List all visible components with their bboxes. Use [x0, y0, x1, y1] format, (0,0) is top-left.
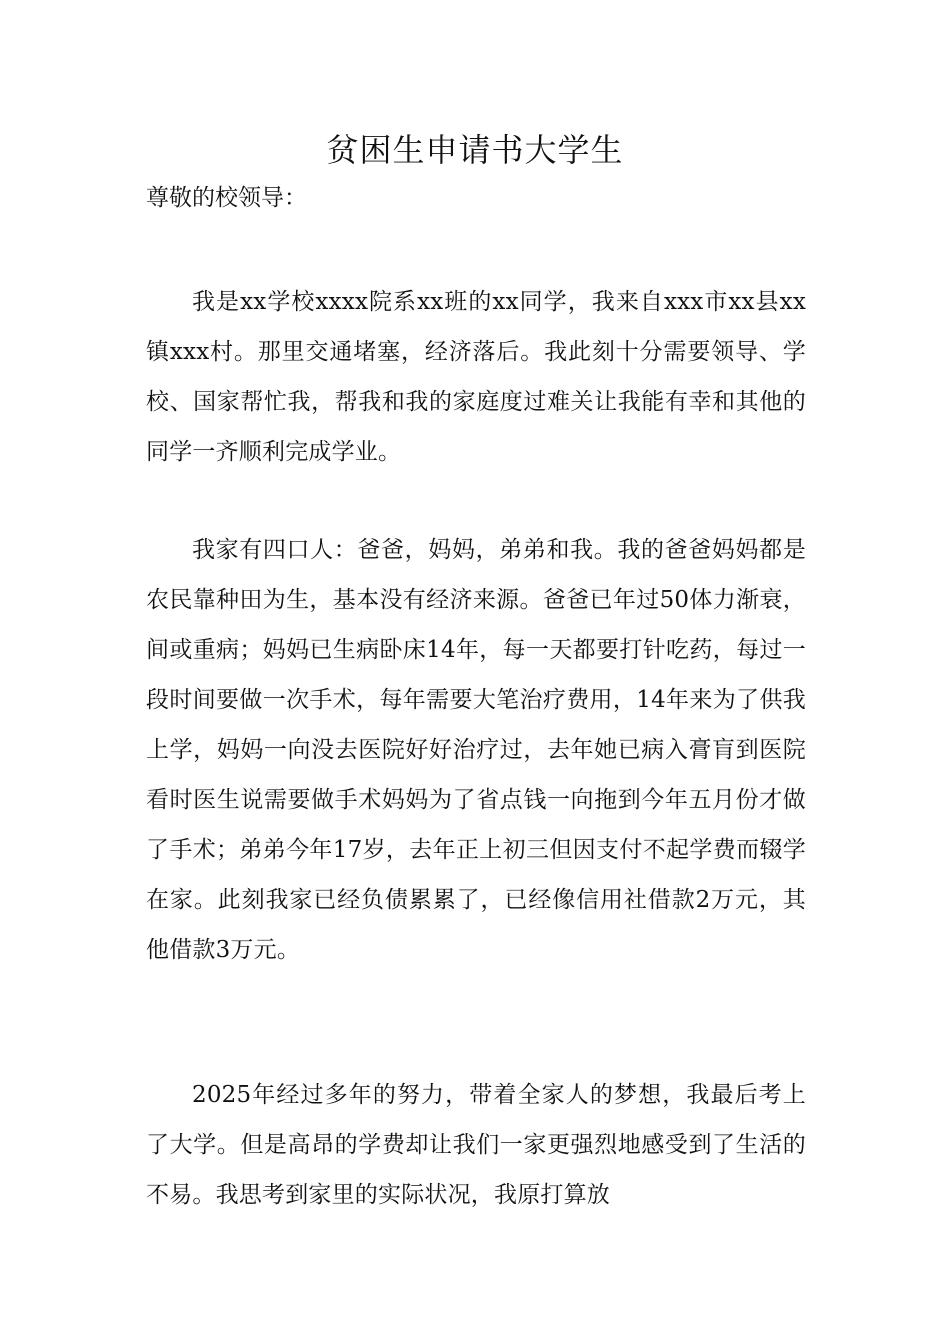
document-title: 贫困生申请书大学生 [326, 131, 624, 169]
paragraph-2: 我家有四口人：爸爸，妈妈，弟弟和我。我的爸爸妈妈都是农民靠种田为生，基本没有经济来源。爸爸已年过50体力渐衰，间或重病；妈妈已生病卧床14年，每一天都要打针吃药，每过一段时间要做一次手术，每年需要大笔治疗费用，14年来为了供我上学，妈妈一向没去医院好好治疗过，去年她已病入膏肓到医院看时医生说需要做手术妈妈为了省点钱一向拖到今年五月份才做了手术；弟弟今年17岁，去年正上初三但因支付不起学费而辍学在家。此刻我家已经负债累累了，已经像信用社借款2万元，其他借款3万元。 [146, 537, 806, 963]
paragraph-1: 我是xx学校xxxx院系xx班的xx同学，我来自xxx市xx县xx镇xxx村。那里交通堵塞，经济落后。我此刻十分需要领导、学校、国家帮忙我，帮我和我的家庭度过难关让我能有幸和其他的同学一齐顺利完成学业。 [146, 289, 806, 465]
salutation: 尊敬的校领导： [146, 185, 307, 211]
paragraph-3: 2025年经过多年的努力，带着全家人的梦想，我最后考上了大学。但是高昂的学费却让我们一家更强烈地感受到了生活的不易。我思考到家里的实际状况，我原打算放 [146, 1082, 806, 1208]
